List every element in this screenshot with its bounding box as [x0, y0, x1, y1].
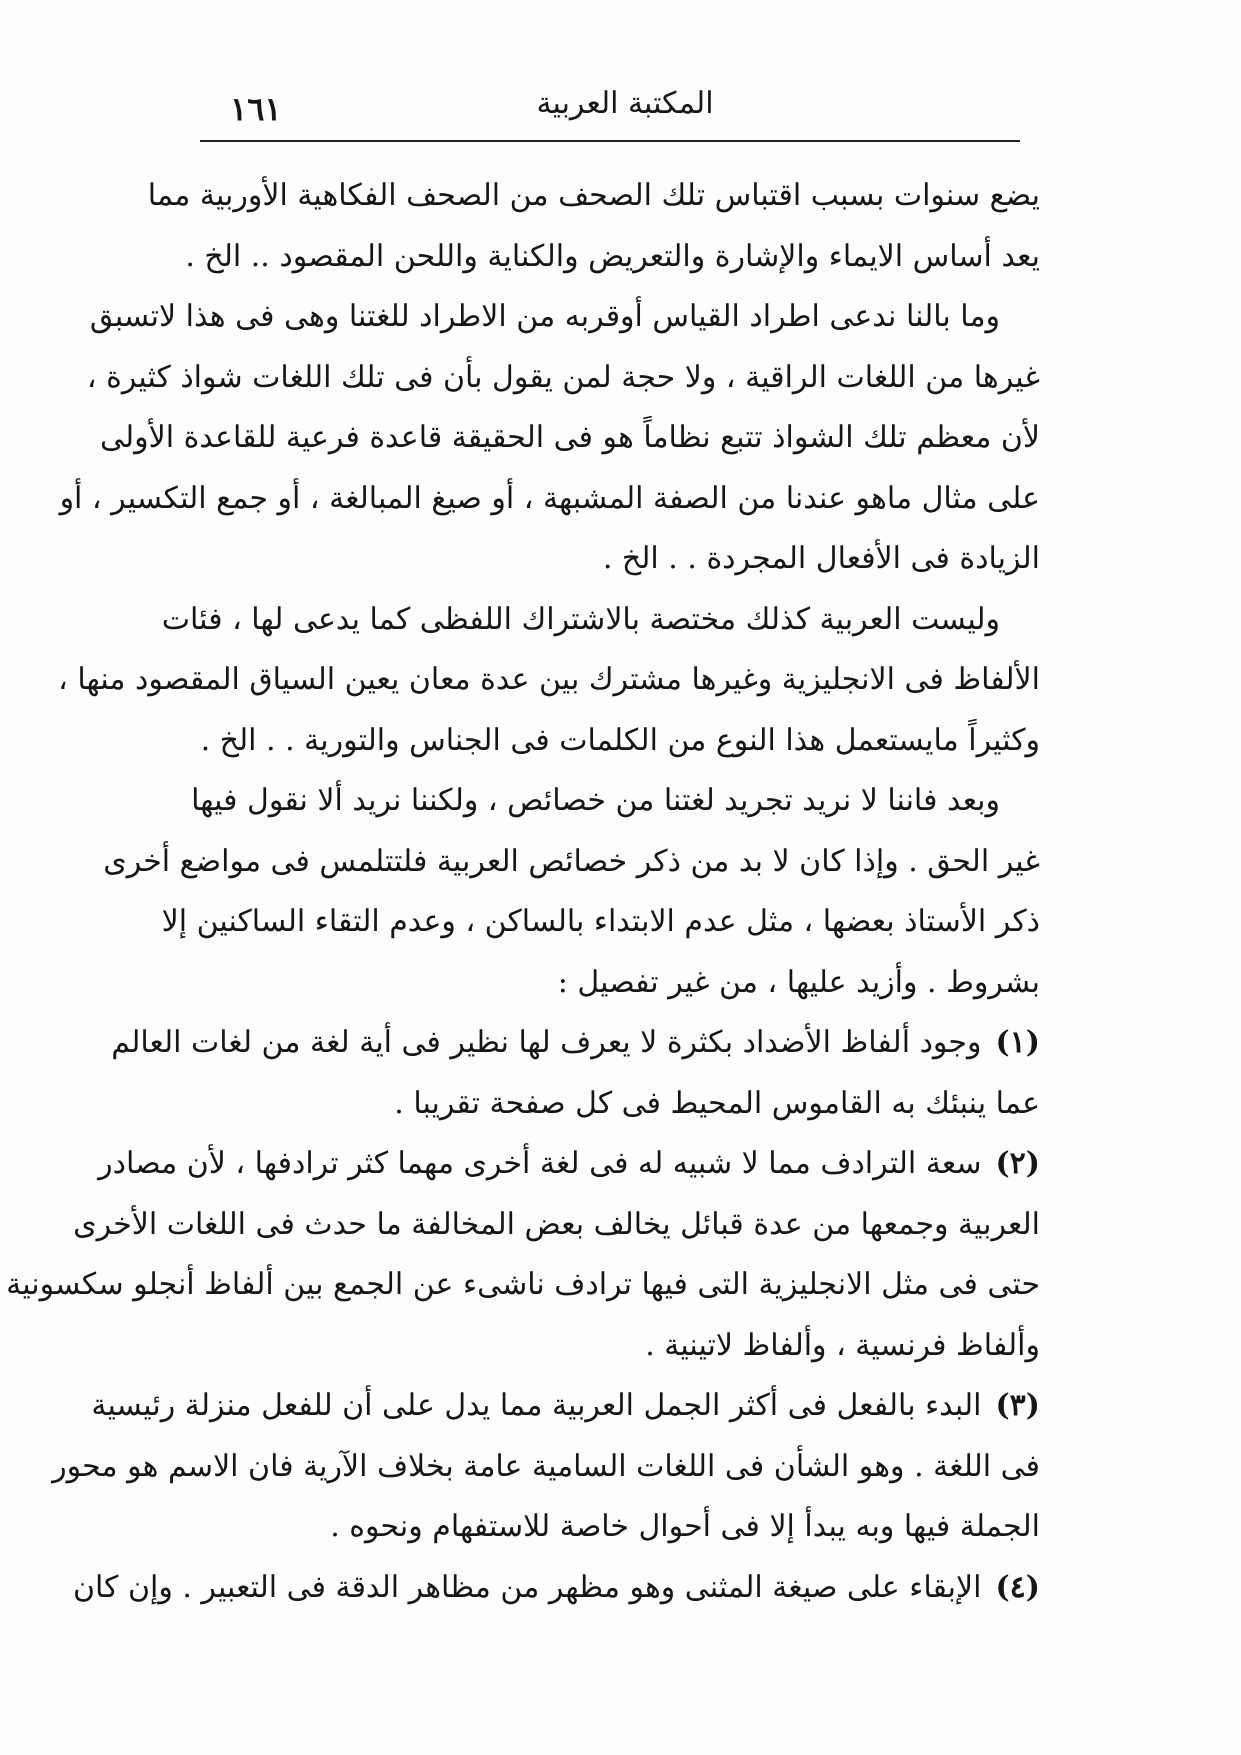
- text-line: على مثال ماهو عندنا من الصفة المشبهة ، أو صيغ المبالغة ، أو جمع التكسير ، أو: [59, 480, 1040, 516]
- running-title: المكتبة العربية: [536, 86, 714, 121]
- list-item-3-line: [91, 1376, 1040, 1437]
- item-number: (٤): [995, 1569, 1040, 1605]
- list-item-4-line: [72, 1558, 1040, 1619]
- item-text: وجود ألفاظ الأضداد بكثرة لا يعرف لها نظير فى أية لغة من لغات العالم: [111, 1025, 982, 1060]
- paragraph-start-line: وما بالنا ندعى اطراد القياس أوقربه من الاطراد للغتنا وهى فى هذا لاتسبق: [89, 299, 1000, 334]
- body-text: [6, 166, 1040, 1618]
- text-line: وكثيراً مايستعمل هذا النوع من الكلمات فى الجناس والتورية . . الخ .: [200, 722, 1040, 758]
- text-line: يعد أساس الايماء والإشارة والتعريض والكناية واللحن المقصود .. الخ .: [185, 238, 1040, 274]
- text-line: الزيادة فى الأفعال المجردة . . الخ .: [602, 541, 1040, 576]
- item-text: البدء بالفعل فى أكثر الجمل العربية مما يدل على أن للفعل منزلة رئيسية: [91, 1388, 982, 1423]
- text-line: العربية وجمعها من عدة قبائل يخالف بعض المخالفة ما حدث فى اللغات الأخرى: [73, 1206, 1040, 1242]
- item-number: (٢): [995, 1146, 1040, 1181]
- text-line: غير الحق . وإذا كان لا بد من ذكر خصائص العربية فلتتلمس فى مواضع أخرى: [103, 843, 1040, 879]
- header-rule: [200, 140, 1020, 142]
- list-item-1-line: [111, 1013, 1040, 1074]
- text-line: ذكر الأستاذ بعضها ، مثل عدم الابتداء بالساكن ، وعدم التقاء الساكنين إلا: [161, 904, 1040, 939]
- text-line: غيرها من اللغات الراقية ، ولا حجة لمن يقول بأن فى تلك اللغات شواذ كثيرة ،: [86, 359, 1040, 395]
- text-line: حتى فى مثل الانجليزية التى فيها ترادف ناشىء عن الجمع بين ألفاظ أنجلو سكسونية: [6, 1267, 1040, 1302]
- text-line: الجملة فيها وبه يبدأ إلا فى أحوال خاصة للاستفهام ونحوه .: [330, 1509, 1040, 1544]
- item-text: سعة الترادف مما لا شبيه له فى لغة أخرى مهما كثر ترادفها ، لأن مصادر: [98, 1146, 982, 1181]
- text-line: وألفاظ فرنسية ، وألفاظ لاتينية .: [645, 1327, 1040, 1363]
- paragraph-start-line: وبعد فاننا لا نريد تجريد لغتنا من خصائص ، ولكننا نريد ألا نقول فيها: [191, 783, 1000, 818]
- item-number: (١): [995, 1025, 1040, 1060]
- text-line: عما ينبئك به القاموس المحيط فى كل صفحة تقريبا .: [394, 1085, 1040, 1121]
- text-line: الألفاظ فى الانجليزية وغيرها مشترك بين عدة معان يعين السياق المقصود منها ،: [58, 662, 1040, 697]
- list-item-2-line: [98, 1134, 1040, 1195]
- running-header: [200, 82, 1050, 130]
- text-line: فى اللغة . وهو الشأن فى اللغات السامية عامة بخلاف الآرية فان الاسم هو محور: [52, 1448, 1040, 1484]
- text-line: بشروط . وأزيد عليها ، من غير تفصيل :: [557, 964, 1040, 1000]
- text-line: يضع سنوات بسبب اقتباس تلك الصحف من الصحف الفكاهية الأوربية مما: [147, 178, 1040, 213]
- paragraph-start-line: وليست العربية كذلك مختصة بالاشتراك اللفظى كما يدعى لها ، فئات: [161, 601, 1000, 637]
- page-number: ١٦١: [230, 90, 282, 128]
- item-text: الإبقاء على صيغة المثنى وهو مظهر من مظاهر الدقة فى التعبير . وإن كان: [72, 1569, 982, 1605]
- text-line: لأن معظم تلك الشواذ تتبع نظاماً هو فى الحقيقة قاعدة فرعية للقاعدة الأولى: [99, 420, 1040, 455]
- item-number: (٣): [995, 1388, 1040, 1423]
